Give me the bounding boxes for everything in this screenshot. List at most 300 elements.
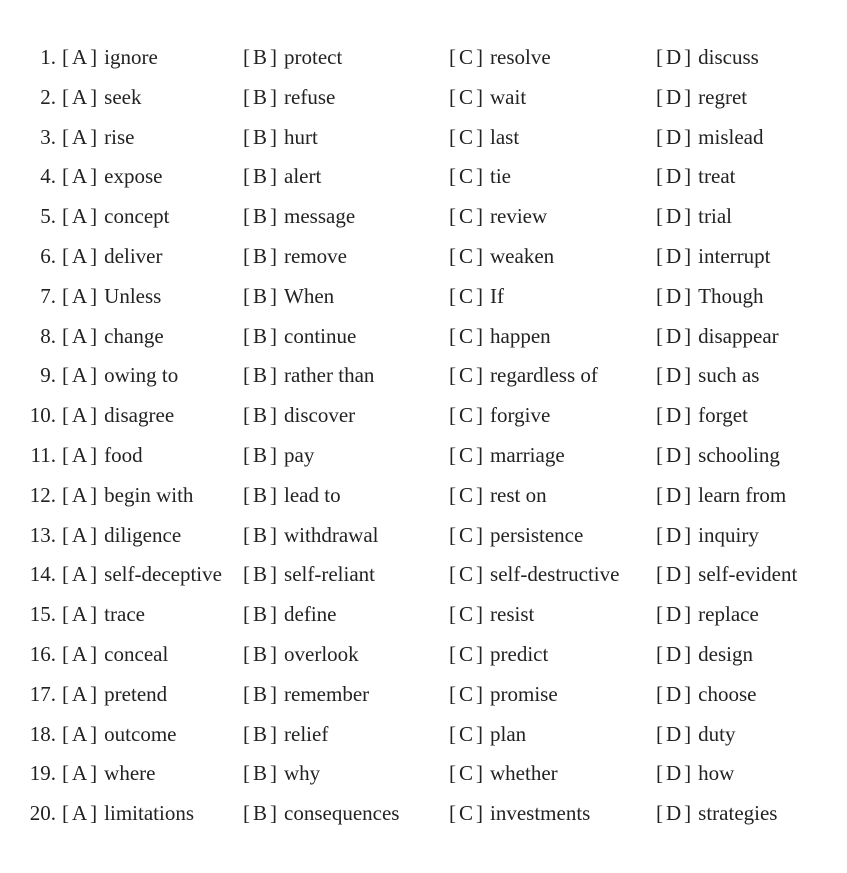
option-d [656, 356, 759, 396]
option-text: whether [490, 761, 558, 786]
close-bracket: ] [684, 641, 692, 666]
question-number: 11. [30, 442, 56, 467]
option-text: change [104, 323, 164, 348]
option-c [449, 555, 619, 595]
option-text: regardless of [490, 363, 598, 388]
open-bracket: [ [62, 442, 69, 467]
option-letter: A [72, 363, 88, 388]
close-bracket: ] [90, 323, 98, 348]
close-bracket: ] [476, 522, 484, 547]
option-letter: D [666, 204, 682, 229]
answer-options-sheet [0, 38, 847, 834]
option-c [449, 396, 550, 436]
open-bracket: [ [243, 363, 250, 388]
option-c [449, 675, 558, 715]
option-d [656, 675, 757, 715]
option-text: resolve [490, 45, 551, 69]
open-bracket: [ [62, 363, 69, 388]
option-letter: C [459, 442, 474, 467]
open-bracket: [ [656, 641, 663, 666]
option-text: investments [490, 801, 591, 826]
close-bracket: ] [270, 204, 278, 229]
option-c [449, 197, 547, 237]
option-letter: C [459, 681, 474, 706]
question-row [0, 516, 847, 556]
open-bracket: [ [243, 45, 250, 69]
close-bracket: ] [270, 562, 278, 587]
close-bracket: ] [476, 482, 484, 507]
option-text: When [284, 283, 335, 308]
option-letter: A [72, 681, 88, 706]
option-c [449, 436, 565, 476]
option-text: disappear [698, 323, 779, 348]
option-letter: A [72, 243, 88, 268]
option-letter: B [253, 164, 268, 189]
option-letter: A [72, 721, 88, 746]
open-bracket: [ [449, 721, 456, 746]
option-letter: D [666, 442, 682, 467]
option-letter: C [459, 283, 474, 308]
option-text: remove [284, 243, 347, 268]
option-text: self-evident [698, 562, 798, 587]
option-text: interrupt [698, 243, 771, 268]
close-bracket: ] [270, 482, 278, 507]
option-text: forgive [490, 403, 551, 428]
question-number: 9. [40, 363, 56, 388]
option-d [656, 436, 780, 476]
open-bracket: [ [656, 403, 663, 428]
option-letter: B [253, 124, 268, 149]
option-c [449, 118, 519, 158]
option-text: overlook [284, 641, 359, 666]
option-text: If [490, 283, 505, 308]
close-bracket: ] [684, 801, 692, 826]
open-bracket: [ [243, 681, 250, 706]
open-bracket: [ [243, 283, 250, 308]
option-d [656, 118, 764, 158]
question-row [0, 555, 847, 595]
option-text: disagree [104, 403, 175, 428]
close-bracket: ] [476, 363, 484, 388]
option-text: persistence [490, 522, 584, 547]
close-bracket: ] [476, 602, 484, 627]
option-c [449, 317, 551, 357]
option-text: how [698, 761, 735, 786]
close-bracket: ] [684, 363, 692, 388]
close-bracket: ] [684, 522, 692, 547]
option-a [62, 118, 135, 158]
option-text: duty [698, 721, 736, 746]
option-text: refuse [284, 84, 336, 109]
option-a [62, 675, 167, 715]
option-b [243, 118, 318, 158]
option-b [243, 396, 355, 436]
option-text: design [698, 641, 753, 666]
option-b [243, 794, 399, 834]
option-a [62, 277, 161, 317]
option-letter: D [666, 721, 682, 746]
question-number: 10. [29, 403, 56, 428]
close-bracket: ] [270, 164, 278, 189]
open-bracket: [ [449, 562, 456, 587]
option-letter: C [459, 602, 474, 627]
option-letter: D [666, 283, 682, 308]
option-letter: B [253, 482, 268, 507]
option-text: self-deceptive [104, 562, 222, 587]
option-letter: C [459, 721, 474, 746]
option-c [449, 476, 547, 516]
option-c [449, 715, 526, 755]
option-text: learn from [698, 482, 787, 507]
question-number: 6. [40, 243, 56, 268]
open-bracket: [ [62, 522, 69, 547]
option-letter: C [459, 641, 474, 666]
option-letter: C [459, 562, 474, 587]
close-bracket: ] [90, 761, 98, 786]
open-bracket: [ [656, 84, 663, 109]
option-c [449, 157, 511, 197]
option-letter: A [72, 761, 88, 786]
question-number: 1. [40, 45, 56, 69]
question-row [0, 754, 847, 794]
close-bracket: ] [476, 164, 484, 189]
option-text: Though [698, 283, 764, 308]
option-text: predict [490, 641, 549, 666]
question-number: 18. [29, 721, 56, 746]
close-bracket: ] [684, 442, 692, 467]
option-text: last [490, 124, 520, 149]
close-bracket: ] [90, 164, 98, 189]
close-bracket: ] [90, 562, 98, 587]
open-bracket: [ [449, 442, 456, 467]
close-bracket: ] [270, 442, 278, 467]
option-a [62, 715, 176, 755]
open-bracket: [ [449, 323, 456, 348]
open-bracket: [ [449, 801, 456, 826]
option-text: outcome [104, 721, 177, 746]
close-bracket: ] [476, 403, 484, 428]
option-text: lead to [284, 482, 341, 507]
option-text: consequences [284, 801, 400, 826]
option-letter: D [666, 641, 682, 666]
open-bracket: [ [656, 801, 663, 826]
option-letter: B [253, 681, 268, 706]
close-bracket: ] [90, 442, 98, 467]
option-text: begin with [104, 482, 194, 507]
option-b [243, 38, 342, 78]
option-b [243, 635, 359, 675]
option-b [243, 157, 321, 197]
open-bracket: [ [656, 602, 663, 627]
option-b [243, 436, 314, 476]
option-text: conceal [104, 641, 169, 666]
close-bracket: ] [270, 124, 278, 149]
open-bracket: [ [449, 204, 456, 229]
option-letter: B [253, 761, 268, 786]
open-bracket: [ [243, 721, 250, 746]
close-bracket: ] [270, 721, 278, 746]
open-bracket: [ [449, 164, 456, 189]
close-bracket: ] [476, 283, 484, 308]
close-bracket: ] [90, 283, 98, 308]
open-bracket: [ [243, 522, 250, 547]
option-text: tie [490, 164, 512, 189]
option-text: weaken [490, 243, 555, 268]
option-text: happen [490, 323, 551, 348]
option-b [243, 595, 337, 635]
open-bracket: [ [449, 243, 456, 268]
option-letter: B [253, 403, 268, 428]
option-letter: C [459, 164, 474, 189]
close-bracket: ] [90, 84, 98, 109]
option-a [62, 317, 164, 357]
question-number: 13. [29, 522, 56, 547]
option-text: discover [284, 403, 356, 428]
option-a [62, 157, 163, 197]
option-c [449, 356, 598, 396]
option-a [62, 635, 168, 675]
open-bracket: [ [62, 164, 69, 189]
option-letter: C [459, 323, 474, 348]
option-letter: A [72, 562, 88, 587]
option-text: treat [698, 164, 736, 189]
question-row [0, 38, 847, 78]
open-bracket: [ [243, 403, 250, 428]
option-a [62, 78, 142, 118]
close-bracket: ] [270, 761, 278, 786]
option-letter: D [666, 45, 682, 69]
option-letter: A [72, 45, 88, 69]
open-bracket: [ [243, 204, 250, 229]
option-a [62, 476, 193, 516]
option-a [62, 356, 178, 396]
open-bracket: [ [449, 84, 456, 109]
close-bracket: ] [90, 602, 98, 627]
option-text: food [104, 442, 143, 467]
close-bracket: ] [684, 482, 692, 507]
option-text: strategies [698, 801, 778, 826]
close-bracket: ] [90, 681, 98, 706]
option-letter: B [253, 721, 268, 746]
close-bracket: ] [90, 124, 98, 149]
close-bracket: ] [476, 442, 484, 467]
close-bracket: ] [90, 403, 98, 428]
option-letter: D [666, 164, 682, 189]
option-text: rise [104, 124, 135, 149]
close-bracket: ] [90, 243, 98, 268]
option-letter: B [253, 283, 268, 308]
open-bracket: [ [243, 641, 250, 666]
close-bracket: ] [684, 562, 692, 587]
question-number: 12. [29, 482, 56, 507]
option-text: such as [698, 363, 760, 388]
open-bracket: [ [449, 283, 456, 308]
option-text: expose [104, 164, 163, 189]
option-letter: A [72, 84, 88, 109]
option-b [243, 516, 379, 556]
option-text: pretend [104, 681, 168, 706]
question-row [0, 277, 847, 317]
option-text: Unless [104, 283, 162, 308]
option-d [656, 794, 777, 834]
option-text: self-reliant [284, 562, 375, 587]
question-number: 15. [29, 602, 56, 627]
option-a [62, 595, 145, 635]
option-a [62, 754, 155, 794]
option-b [243, 754, 320, 794]
open-bracket: [ [656, 283, 663, 308]
option-b [243, 476, 341, 516]
question-number: 5. [40, 204, 56, 229]
close-bracket: ] [684, 323, 692, 348]
option-letter: B [253, 562, 268, 587]
question-number: 20. [29, 801, 56, 826]
option-letter: D [666, 84, 682, 109]
option-text: review [490, 204, 548, 229]
question-number: 16. [29, 641, 56, 666]
option-letter: A [72, 323, 88, 348]
option-text: schooling [698, 442, 780, 467]
open-bracket: [ [449, 602, 456, 627]
close-bracket: ] [476, 801, 484, 826]
open-bracket: [ [656, 721, 663, 746]
open-bracket: [ [62, 45, 69, 69]
question-number: 4. [40, 164, 56, 189]
option-c [449, 794, 590, 834]
question-number: 3. [40, 124, 56, 149]
open-bracket: [ [62, 323, 69, 348]
open-bracket: [ [243, 164, 250, 189]
option-letter: B [253, 323, 268, 348]
option-text: choose [698, 681, 757, 706]
option-c [449, 516, 583, 556]
option-d [656, 754, 734, 794]
option-c [449, 277, 504, 317]
close-bracket: ] [270, 84, 278, 109]
option-b [243, 356, 374, 396]
close-bracket: ] [270, 363, 278, 388]
close-bracket: ] [270, 45, 278, 69]
open-bracket: [ [449, 403, 456, 428]
open-bracket: [ [656, 363, 663, 388]
open-bracket: [ [62, 482, 69, 507]
option-letter: D [666, 602, 682, 627]
open-bracket: [ [656, 204, 663, 229]
option-letter: C [459, 522, 474, 547]
open-bracket: [ [243, 562, 250, 587]
option-letter: A [72, 403, 88, 428]
close-bracket: ] [270, 602, 278, 627]
option-d [656, 516, 759, 556]
open-bracket: [ [243, 84, 250, 109]
close-bracket: ] [684, 681, 692, 706]
option-letter: B [253, 45, 268, 69]
close-bracket: ] [684, 84, 692, 109]
close-bracket: ] [476, 45, 484, 69]
option-text: ignore [104, 45, 158, 69]
option-c [449, 754, 558, 794]
open-bracket: [ [656, 442, 663, 467]
option-letter: B [253, 602, 268, 627]
open-bracket: [ [62, 562, 69, 587]
option-text: rather than [284, 363, 375, 388]
close-bracket: ] [270, 641, 278, 666]
close-bracket: ] [684, 164, 692, 189]
option-d [656, 555, 797, 595]
option-text: owing to [104, 363, 179, 388]
question-row [0, 317, 847, 357]
open-bracket: [ [449, 681, 456, 706]
close-bracket: ] [684, 243, 692, 268]
option-text: diligence [104, 522, 182, 547]
open-bracket: [ [449, 641, 456, 666]
open-bracket: [ [243, 602, 250, 627]
close-bracket: ] [476, 641, 484, 666]
open-bracket: [ [62, 721, 69, 746]
option-letter: D [666, 403, 682, 428]
close-bracket: ] [90, 482, 98, 507]
open-bracket: [ [62, 681, 69, 706]
open-bracket: [ [243, 243, 250, 268]
close-bracket: ] [270, 243, 278, 268]
option-letter: A [72, 801, 88, 826]
close-bracket: ] [684, 124, 692, 149]
close-bracket: ] [476, 681, 484, 706]
open-bracket: [ [62, 204, 69, 229]
close-bracket: ] [476, 243, 484, 268]
option-letter: D [666, 681, 682, 706]
close-bracket: ] [90, 801, 98, 826]
option-letter: B [253, 641, 268, 666]
open-bracket: [ [243, 323, 250, 348]
option-letter: C [459, 45, 474, 69]
close-bracket: ] [476, 761, 484, 786]
option-letter: A [72, 641, 88, 666]
option-b [243, 78, 335, 118]
question-number: 2. [40, 84, 56, 109]
option-text: define [284, 602, 337, 627]
question-row [0, 237, 847, 277]
close-bracket: ] [90, 641, 98, 666]
open-bracket: [ [62, 641, 69, 666]
option-text: self-destructive [490, 562, 620, 587]
option-letter: B [253, 363, 268, 388]
question-row [0, 476, 847, 516]
option-a [62, 516, 181, 556]
option-text: forget [698, 403, 748, 428]
close-bracket: ] [684, 602, 692, 627]
open-bracket: [ [656, 681, 663, 706]
option-c [449, 237, 554, 277]
option-letter: D [666, 323, 682, 348]
option-d [656, 595, 759, 635]
open-bracket: [ [449, 363, 456, 388]
close-bracket: ] [90, 45, 98, 69]
option-text: hurt [284, 124, 318, 149]
option-letter: C [459, 204, 474, 229]
option-text: why [284, 761, 321, 786]
close-bracket: ] [684, 204, 692, 229]
question-row [0, 794, 847, 834]
option-text: discuss [698, 45, 759, 69]
option-letter: C [459, 363, 474, 388]
option-letter: A [72, 164, 88, 189]
close-bracket: ] [684, 45, 692, 69]
question-row [0, 396, 847, 436]
option-text: inquiry [698, 522, 759, 547]
question-row [0, 118, 847, 158]
open-bracket: [ [62, 124, 69, 149]
